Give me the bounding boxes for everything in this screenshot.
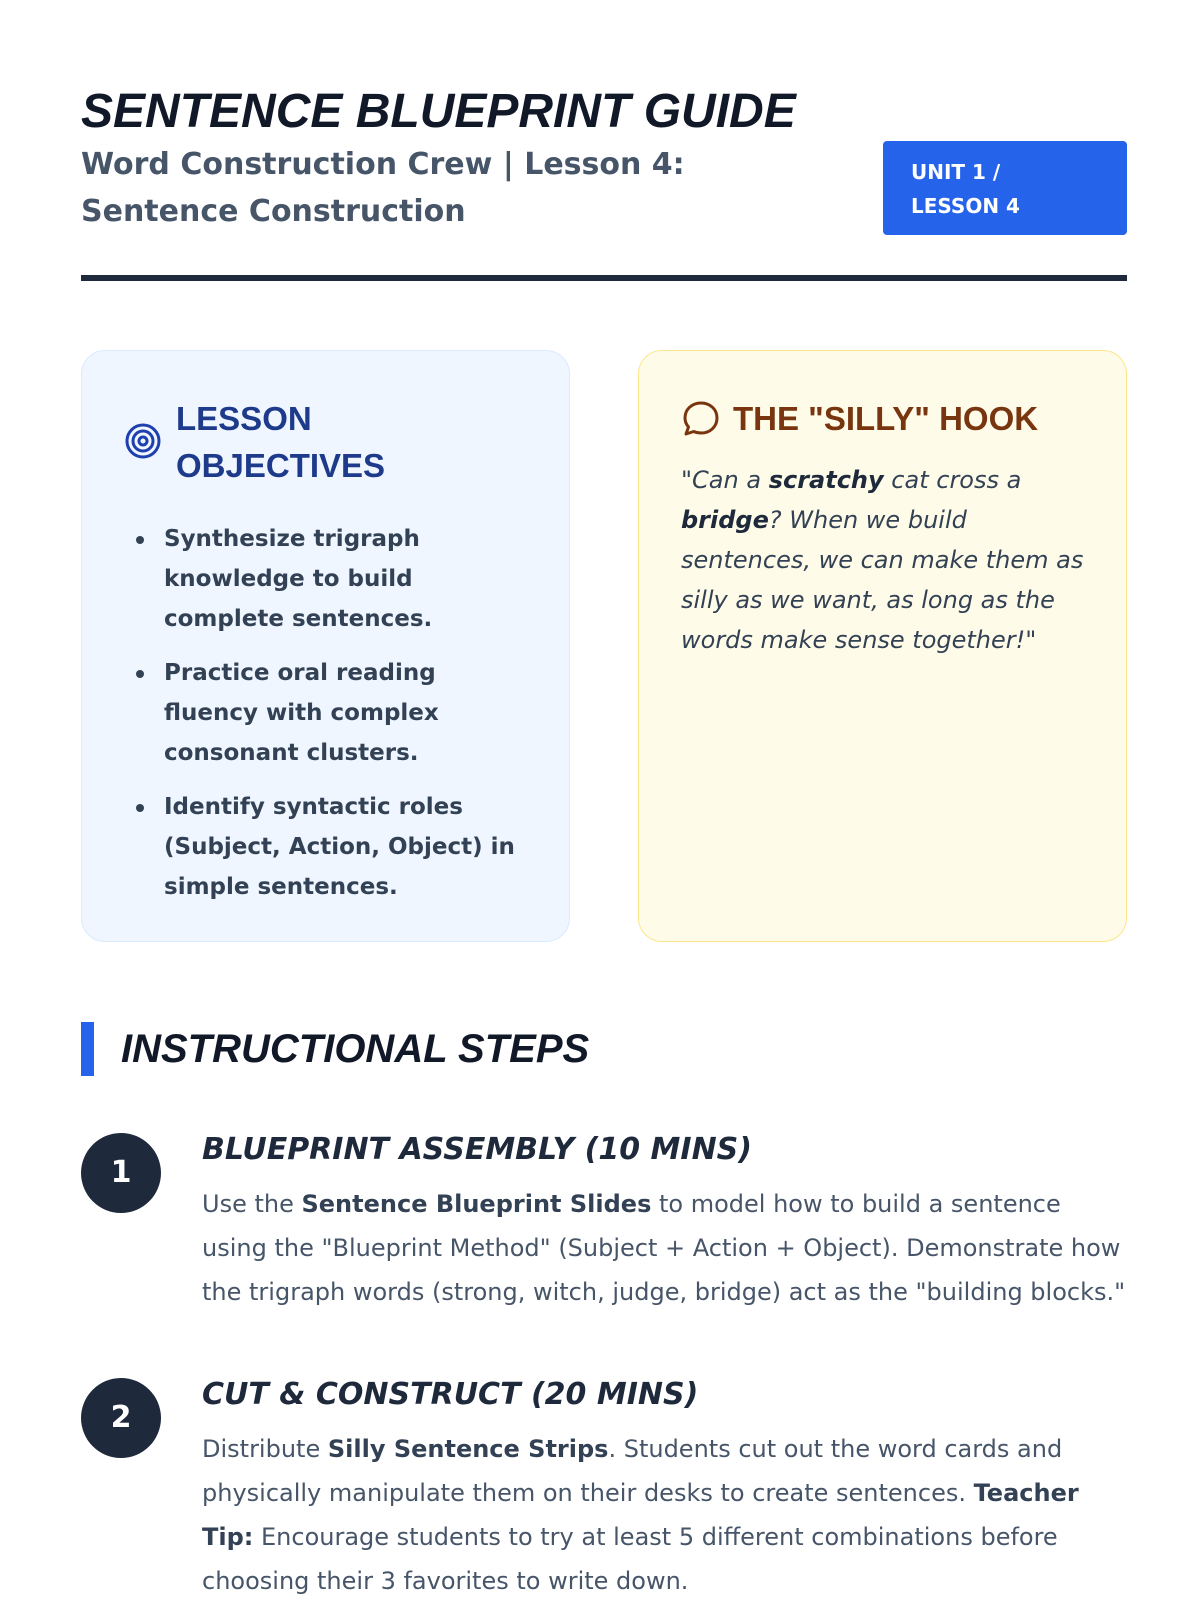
step-text-segment: . Students cut out the word cards and physically manipulate them on their desks to create sentences. [202, 1435, 1063, 1507]
step-description [202, 1427, 1127, 1600]
step-resource-name: Silly Sentence Strips [327, 1435, 609, 1463]
header-divider [81, 275, 1127, 281]
step-description [202, 1182, 1127, 1314]
objectives-card [81, 350, 570, 942]
hook-quote-bold-bridge: bridge [681, 506, 769, 534]
objectives-title-line1: LESSON [176, 400, 312, 437]
step-resource-name: Sentence Blueprint Slides [301, 1190, 652, 1218]
step-text-segment: Distribute [202, 1435, 328, 1463]
silly-hook-card [638, 350, 1127, 942]
hook-quote-middle: cat cross a [883, 466, 1022, 494]
steps-accent-bar [81, 1022, 94, 1076]
hook-quote-bold-scratchy: scratchy [768, 466, 884, 494]
teacher-tip-label: Teacher Tip: [202, 1479, 1079, 1551]
step-title: BLUEPRINT ASSEMBLY (10 MINS) [202, 1132, 752, 1167]
step-text-segment: Use the [202, 1190, 302, 1218]
objectives-title [176, 395, 385, 489]
step-text-segment: to model how to build a sentence using the "Blueprint Method" (Subject + Action + Object). Demonstrate how the trigraph words (strong, witch, judge, bridge) act as the "building blocks." [202, 1190, 1126, 1306]
objectives-list [124, 519, 527, 907]
chat-bubble-icon [681, 399, 721, 439]
lesson-guide-page [81, 0, 1127, 1600]
objectives-title-line2: OBJECTIVES [176, 447, 386, 484]
step-title: CUT & CONSTRUCT (20 MINS) [202, 1377, 699, 1412]
badge-line-unit: UNIT 1 / [911, 160, 1001, 184]
hook-quote-end: ? When we build sentences, we can make them as silly as we want, as long as the words make sense together!" [681, 506, 1084, 654]
steps-section-title: INSTRUCTIONAL STEPS [121, 1027, 590, 1071]
unit-lesson-badge [883, 141, 1127, 235]
objectives-card-header [124, 395, 527, 489]
objective-item: Practice oral reading fluency with complex consonant clusters. [124, 653, 527, 773]
step-number-badge: 1 [81, 1133, 161, 1213]
hook-quote-start: "Can a [681, 466, 769, 494]
page-subtitle: Word Construction Crew | Lesson 4: Sentence Construction [81, 147, 685, 229]
objective-item: Synthesize trigraph knowledge to build complete sentences. [124, 519, 527, 639]
step-number-badge: 2 [81, 1378, 161, 1458]
step-body [202, 1128, 1127, 1314]
step-text-segment: Encourage students to try at least 5 different combinations before choosing their 3 favorites to write down. [202, 1523, 1058, 1595]
hook-title: THE "SILLY" HOOK [733, 400, 1039, 437]
target-icon [124, 422, 162, 460]
page-title: SENTENCE BLUEPRINT GUIDE [81, 85, 796, 138]
badge-line-lesson: LESSON 4 [911, 194, 1020, 218]
objective-item: Identify syntactic roles (Subject, Action, Object) in simple sentences. [124, 787, 527, 907]
step-body [202, 1373, 1127, 1600]
hook-card-header [681, 395, 1084, 442]
hook-quote [681, 460, 1084, 660]
